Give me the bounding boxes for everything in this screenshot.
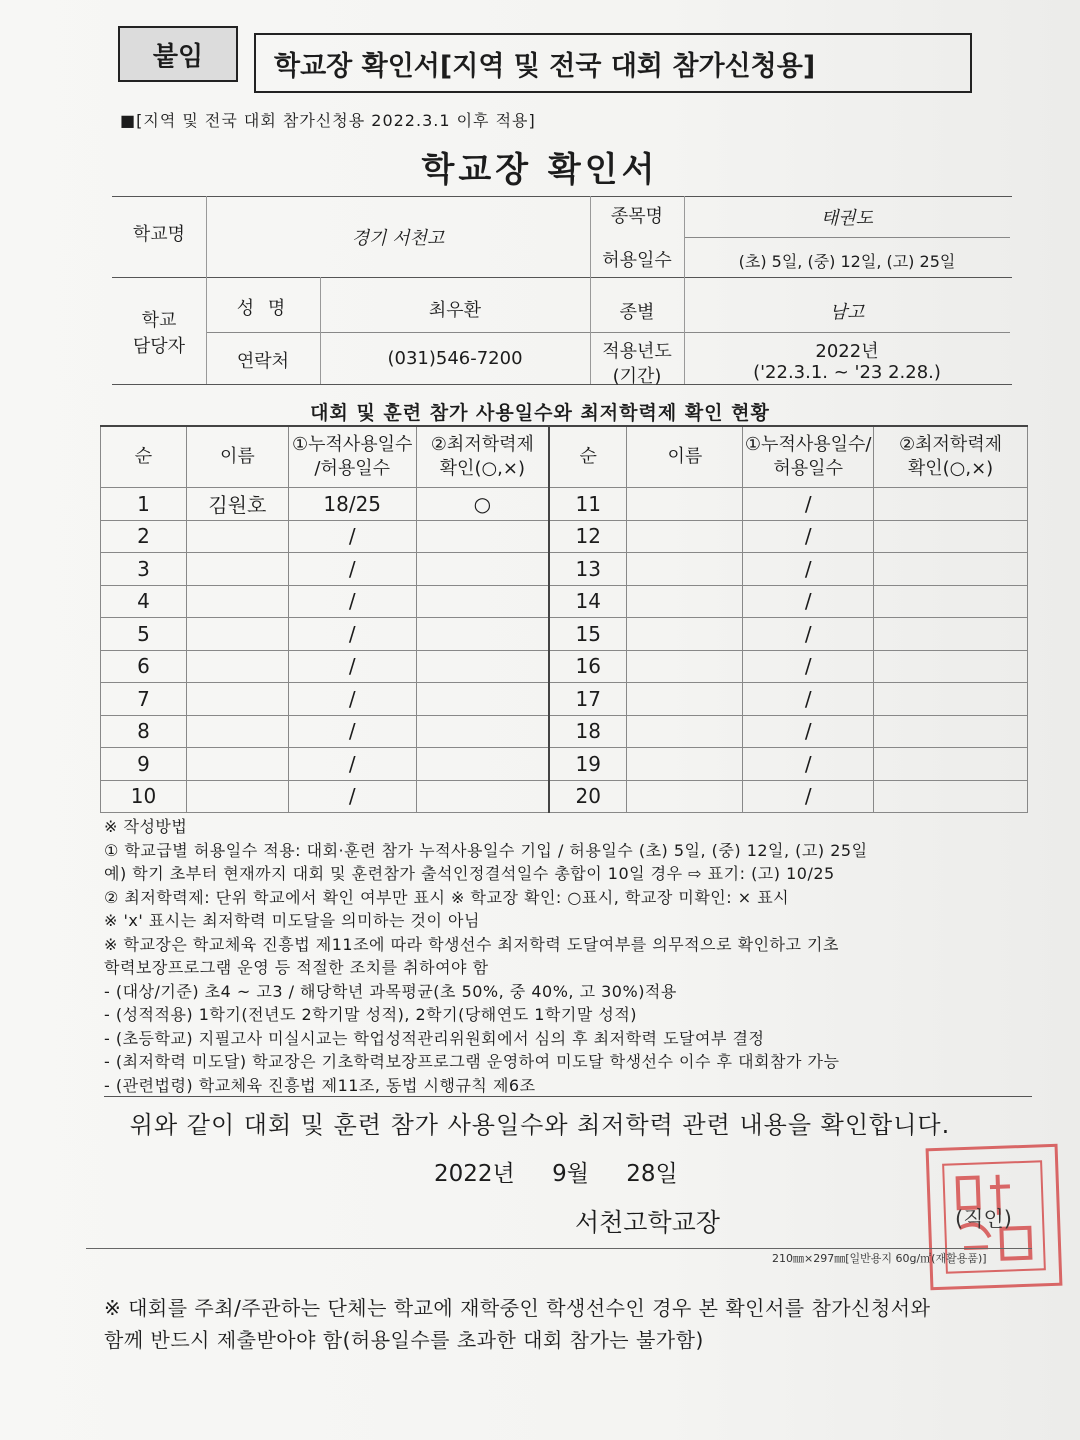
bottom-rule (86, 1248, 1032, 1249)
row-num-right: 15 (549, 618, 627, 651)
row-days: / (288, 618, 416, 651)
paper-spec: 210㎜×297㎜[일반용지 60g/㎡(재활용품)] (772, 1252, 987, 1265)
row-name-right (627, 650, 743, 683)
document-title: 학교장 확인서[지역 및 전국 대회 참가신청용] (254, 33, 972, 93)
event-label: 종목명 (610, 206, 664, 227)
year-label-line1: 적용년도 (602, 341, 672, 362)
row-days: / (288, 553, 416, 586)
allowed-days-label: 허용일수 (602, 250, 672, 271)
note-line: - (초등학교) 지필고사 미실시교는 학업성적관리위원회에서 심의 후 최저학력 도달여부 결정 (104, 1028, 765, 1048)
row-check (416, 585, 549, 618)
row-check (416, 650, 549, 683)
header-num: 순 (101, 426, 187, 488)
footer-line: ※ 대회를 주최/주관하는 단체는 학교에 재학중인 학생선수인 경우 본 확인서를 참가신청서와 (104, 1296, 931, 1320)
note-line: - (성적적용) 1학기(전년도 2학기말 성적), 2학기(당해연도 1학기말 성적) (104, 1005, 638, 1024)
year-label-line2: (기간) (612, 366, 662, 387)
contact-value: (031)546-7200 (387, 348, 523, 369)
gender-label: 종별 (619, 302, 655, 323)
row-days-right: / (743, 683, 874, 716)
header-num-right: 순 (549, 426, 627, 488)
header-check: ②최저학력제 확인(○,×) (416, 426, 549, 488)
row-num: 7 (101, 683, 187, 716)
row-check-right (874, 715, 1028, 748)
separator-line (104, 1096, 1032, 1097)
row-num-right: 16 (549, 650, 627, 683)
row-days: / (288, 585, 416, 618)
row-name (186, 520, 288, 553)
note-line: - (대상/기준) 초4 ~ 고3 / 해당학년 과목평균(초 50%, 중 40%, 고 30%)적용 (104, 981, 677, 1001)
row-name (186, 618, 288, 651)
header-name-right: 이름 (627, 426, 743, 488)
row-num: 10 (101, 780, 187, 813)
row-name-right (627, 715, 743, 748)
row-days: / (288, 520, 416, 553)
row-name-right (627, 618, 743, 651)
main-title: 학교장 확인서 (421, 150, 659, 190)
row-name (186, 748, 288, 781)
row-days-right: / (743, 520, 874, 553)
row-name: 김원호 (186, 488, 288, 521)
row-name-right (627, 683, 743, 716)
date-month: 9월 (552, 1161, 589, 1187)
seal-mark: (직인) (955, 1207, 1012, 1231)
note-line: - (관련법령) 학교체육 진흥법 제11조, 동법 시행규칙 제6조 (104, 1075, 536, 1095)
table-row (101, 520, 1028, 553)
row-num-right: 13 (549, 553, 627, 586)
row-days: / (288, 715, 416, 748)
row-num-right: 18 (549, 715, 627, 748)
writing-instructions (104, 815, 1044, 1097)
footer-note (104, 1292, 1034, 1356)
row-days-right: / (743, 618, 874, 651)
row-check-right (874, 683, 1028, 716)
header-name: 이름 (186, 426, 288, 488)
row-name (186, 780, 288, 813)
info-line (112, 277, 1012, 278)
note-line: ※ 'x' 표시는 최저학력 미도달을 의미하는 것이 아님 (104, 911, 480, 930)
note-line: ※ 작성방법 (104, 817, 188, 836)
section-title: 대회 및 훈련 참가 사용일수와 최저학력제 확인 현황 (310, 402, 770, 424)
table-row (101, 748, 1028, 781)
row-check-right (874, 618, 1028, 651)
row-check (416, 683, 549, 716)
note-line: 학력보장프로그램 운영 등 적절한 조치를 취하여야 함 (104, 958, 489, 977)
note-line: ② 최저학력제: 단위 학교에서 확인 여부만 표시 ※ 학교장 확인: ○표시, 학교장 미확인: × 표시 (104, 887, 790, 907)
row-days-right: / (743, 488, 874, 521)
gender-value: 남고 (829, 302, 865, 323)
row-days-right: / (743, 553, 874, 586)
row-days-right: / (743, 650, 874, 683)
row-name-right (627, 780, 743, 813)
table-row (101, 585, 1028, 618)
row-check (416, 553, 549, 586)
header-check-right: ②최저학력제 확인(○,×) (874, 426, 1028, 488)
row-check (416, 520, 549, 553)
manager-label-line2: 담당자 (132, 336, 186, 357)
row-num: 2 (101, 520, 187, 553)
info-top-line (112, 196, 1012, 197)
row-num: 1 (101, 488, 187, 521)
row-days: / (288, 780, 416, 813)
header-days-right: ①누적사용일수/ 허용일수 (743, 426, 874, 488)
table-row (101, 683, 1028, 716)
row-days: / (288, 650, 416, 683)
table-row (101, 650, 1028, 683)
name-value: 최우환 (428, 300, 482, 321)
row-check-right (874, 585, 1028, 618)
row-days: 18/25 (288, 488, 416, 521)
issue-date (434, 1155, 678, 1188)
principal-name: 서천고학교장 (575, 1208, 720, 1237)
name-label: 성 명 (236, 298, 290, 319)
row-name (186, 715, 288, 748)
date-year: 2022년 (434, 1161, 515, 1187)
row-num-right: 12 (549, 520, 627, 553)
row-days-right: / (743, 715, 874, 748)
info-bottom-line (112, 384, 1012, 385)
row-name (186, 683, 288, 716)
confirmation-statement: 위와 같이 대회 및 훈련 참가 사용일수와 최저학력 관련 내용을 확인합니다. (129, 1111, 951, 1139)
row-check-right (874, 780, 1028, 813)
row-check-right (874, 553, 1028, 586)
row-check-right (874, 650, 1028, 683)
row-name-right (627, 585, 743, 618)
row-days-right: / (743, 780, 874, 813)
row-name (186, 553, 288, 586)
row-num: 8 (101, 715, 187, 748)
row-num: 5 (101, 618, 187, 651)
contact-label: 연락처 (236, 351, 290, 372)
table-row (101, 618, 1028, 651)
info-line (206, 332, 1010, 333)
row-name-right (627, 748, 743, 781)
row-check (416, 618, 549, 651)
row-check (416, 748, 549, 781)
applicability-note: ■[지역 및 전국 대회 참가신청용 2022.3.1 이후 적용] (120, 111, 536, 130)
row-check-right (874, 748, 1028, 781)
row-num: 3 (101, 553, 187, 586)
manager-label-line1: 학교 (141, 310, 177, 331)
table-row (101, 488, 1028, 521)
school-value: 경기 서천고 (351, 228, 445, 249)
table-row (101, 553, 1028, 586)
date-day: 28일 (626, 1161, 678, 1187)
row-num-right: 20 (549, 780, 627, 813)
participation-table (100, 425, 1028, 813)
row-num-right: 11 (549, 488, 627, 521)
row-name-right (627, 488, 743, 521)
event-value: 태권도 (820, 208, 874, 229)
row-name-right (627, 553, 743, 586)
note-line: ※ 학교장은 학교체육 진흥법 제11조에 따라 학생선수 최저학력 도달여부를 의무적으로 확인하고 기초 (104, 934, 839, 954)
note-line: - (최저학력 미도달) 학교장은 기초학력보장프로그램 운영하여 미도달 학생선수 이수 후 대회참가 가능 (104, 1052, 840, 1071)
row-name-right (627, 520, 743, 553)
year-value-line1: 2022년 (815, 341, 879, 362)
table-row (101, 780, 1028, 813)
row-check-right (874, 520, 1028, 553)
row-num-right: 17 (549, 683, 627, 716)
row-check (416, 715, 549, 748)
footer-line: 함께 반드시 제출받아야 함(허용일수를 초과한 대회 참가는 불가함) (104, 1328, 704, 1352)
row-check-right (874, 488, 1028, 521)
attachment-tag: 붙임 (118, 26, 238, 82)
row-days: / (288, 683, 416, 716)
row-check: ○ (416, 488, 549, 521)
allowed-days-value: (초) 5일, (중) 12일, (고) 25일 (738, 252, 956, 271)
row-num: 6 (101, 650, 187, 683)
note-line: 예) 학기 초부터 현재까지 대회 및 훈련참가 출석인정결석일수 총합이 10일 경우 ⇨ 표기: (고) 10/25 (104, 864, 835, 883)
info-line (684, 237, 1010, 238)
row-check (416, 780, 549, 813)
row-days-right: / (743, 748, 874, 781)
row-days: / (288, 748, 416, 781)
row-name (186, 650, 288, 683)
table-row (101, 715, 1028, 748)
header-days: ①누적사용일수 /허용일수 (288, 426, 416, 488)
school-label: 학교명 (132, 224, 186, 245)
row-num-right: 19 (549, 748, 627, 781)
row-num-right: 14 (549, 585, 627, 618)
row-name (186, 585, 288, 618)
year-value-line2: ('22.3.1. ~ '23 2.28.) (753, 362, 941, 383)
table-header-row (101, 426, 1028, 488)
row-num: 9 (101, 748, 187, 781)
row-num: 4 (101, 585, 187, 618)
note-line: ① 학교급별 허용일수 적용: 대회·훈련 참가 누적사용일수 기입 / 허용일수 (초) 5일, (중) 12일, (고) 25일 (104, 840, 868, 860)
row-days-right: / (743, 585, 874, 618)
